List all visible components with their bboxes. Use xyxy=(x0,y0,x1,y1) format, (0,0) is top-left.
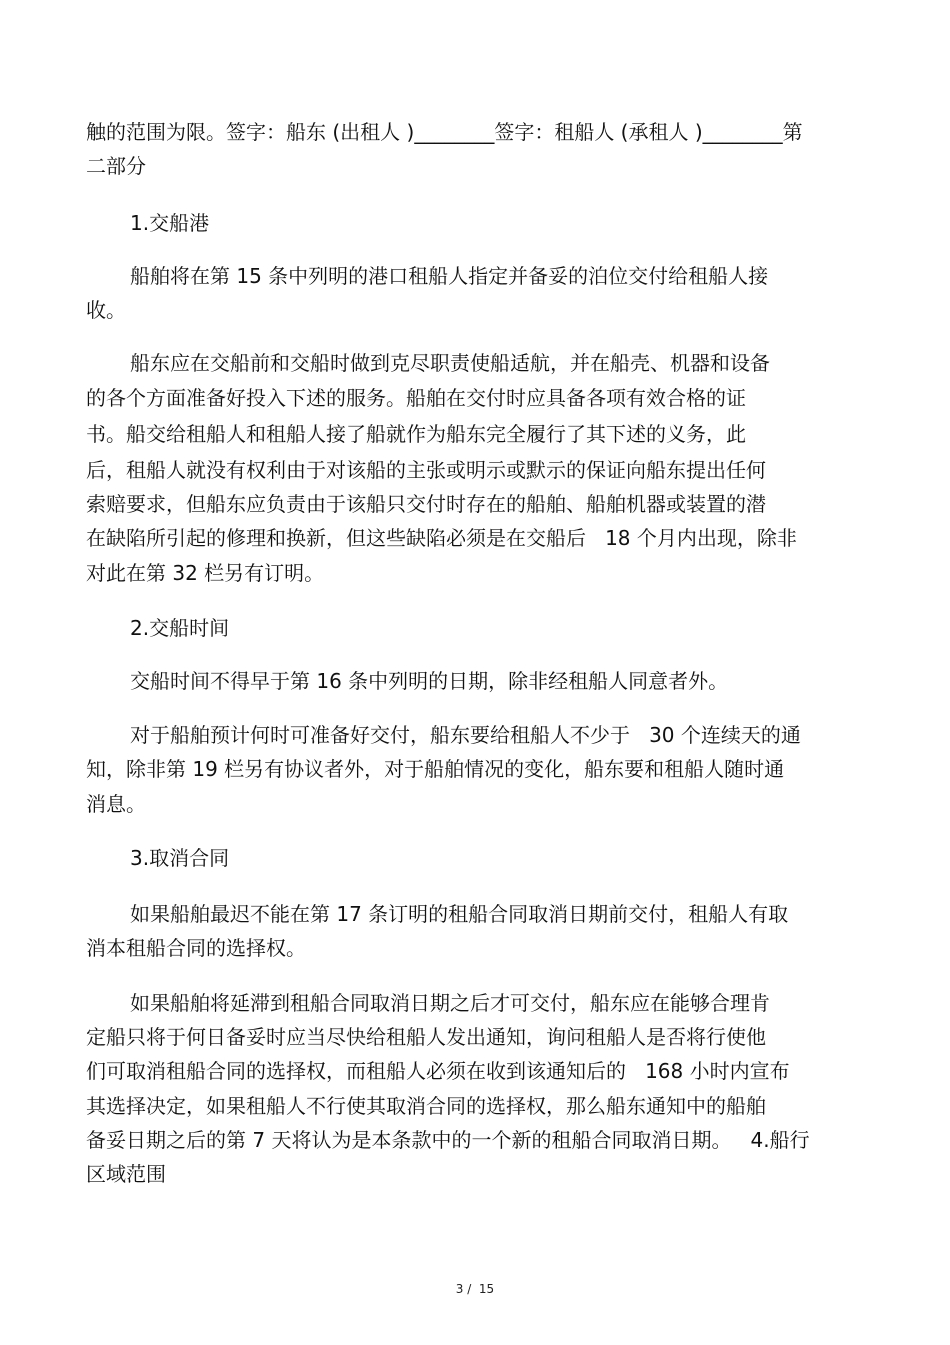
text-line: 触的范围为限。签字：船东 (出租人 )________签字：租船人 (承租人 )________第 xyxy=(86,120,803,144)
text-line: 对于船舶预计何时可准备好交付，船东要给租船人不少于 30 个连续天的通 xyxy=(130,723,801,747)
text-line: 书。船交给租船人和租船人接了船就作为船东完全履行了其下述的义务，此 xyxy=(86,422,746,446)
text-line: 船东应在交船前和交船时做到克尽职责使船适航，并在船壳、机器和设备 xyxy=(130,351,770,375)
text-line: 交船时间不得早于第 16 条中列明的日期，除非经租船人同意者外。 xyxy=(130,669,729,693)
section-heading-cancellation: 3.取消合同 xyxy=(130,846,230,870)
section-heading-delivery-time: 2.交船时间 xyxy=(130,616,230,640)
text-line: 区域范围 xyxy=(86,1162,166,1186)
text-line: 如果船舶最迟不能在第 17 条订明的租船合同取消日期前交付，租船人有取 xyxy=(130,902,789,926)
text-line: 们可取消租船合同的选择权，而租船人必须在收到该通知后的 168 小时内宣布 xyxy=(86,1059,790,1083)
text-line: 后，租船人就没有权利由于对该船的主张或明示或默示的保证向船东提出任何 xyxy=(86,458,766,482)
text-line: 船舶将在第 15 条中列明的港口租船人指定并备妥的泊位交付给租船人接 xyxy=(130,264,769,288)
section-heading-delivery-port: 1.交船港 xyxy=(130,211,210,235)
text-line: 二部分 xyxy=(86,154,146,178)
text-line: 索赔要求，但船东应负责由于该船只交付时存在的船舶、船舶机器或装置的潜 xyxy=(86,492,766,516)
text-line: 在缺陷所引起的修理和换新，但这些缺陷必须是在交船后 18 个月内出现，除非 xyxy=(86,526,797,550)
text-line: 知，除非第 19 栏另有协议者外，对于船舶情况的变化，船东要和租船人随时通 xyxy=(86,757,785,781)
text-line: 其选择决定，如果租船人不行使其取消合同的选择权，那么船东通知中的船舶 xyxy=(86,1094,766,1118)
text-line: 的各个方面准备好投入下述的服务。船舶在交付时应具备各项有效合格的证 xyxy=(86,386,746,410)
text-line: 消本租船合同的选择权。 xyxy=(86,936,306,960)
text-line: 定船只将于何日备妥时应当尽快给租船人发出通知，询问租船人是否将行使他 xyxy=(86,1025,766,1049)
text-line: 消息。 xyxy=(86,792,146,816)
text-line: 备妥日期之后的第 7 天将认为是本条款中的一个新的租船合同取消日期。 4.船行 xyxy=(86,1128,810,1152)
text-line: 对此在第 32 栏另有订明。 xyxy=(86,561,325,585)
page-number: 3 / 15 xyxy=(455,1282,495,1296)
text-line: 如果船舶将延滞到租船合同取消日期之后才可交付，船东应在能够合理肯 xyxy=(130,991,770,1015)
text-line: 收。 xyxy=(86,298,126,322)
